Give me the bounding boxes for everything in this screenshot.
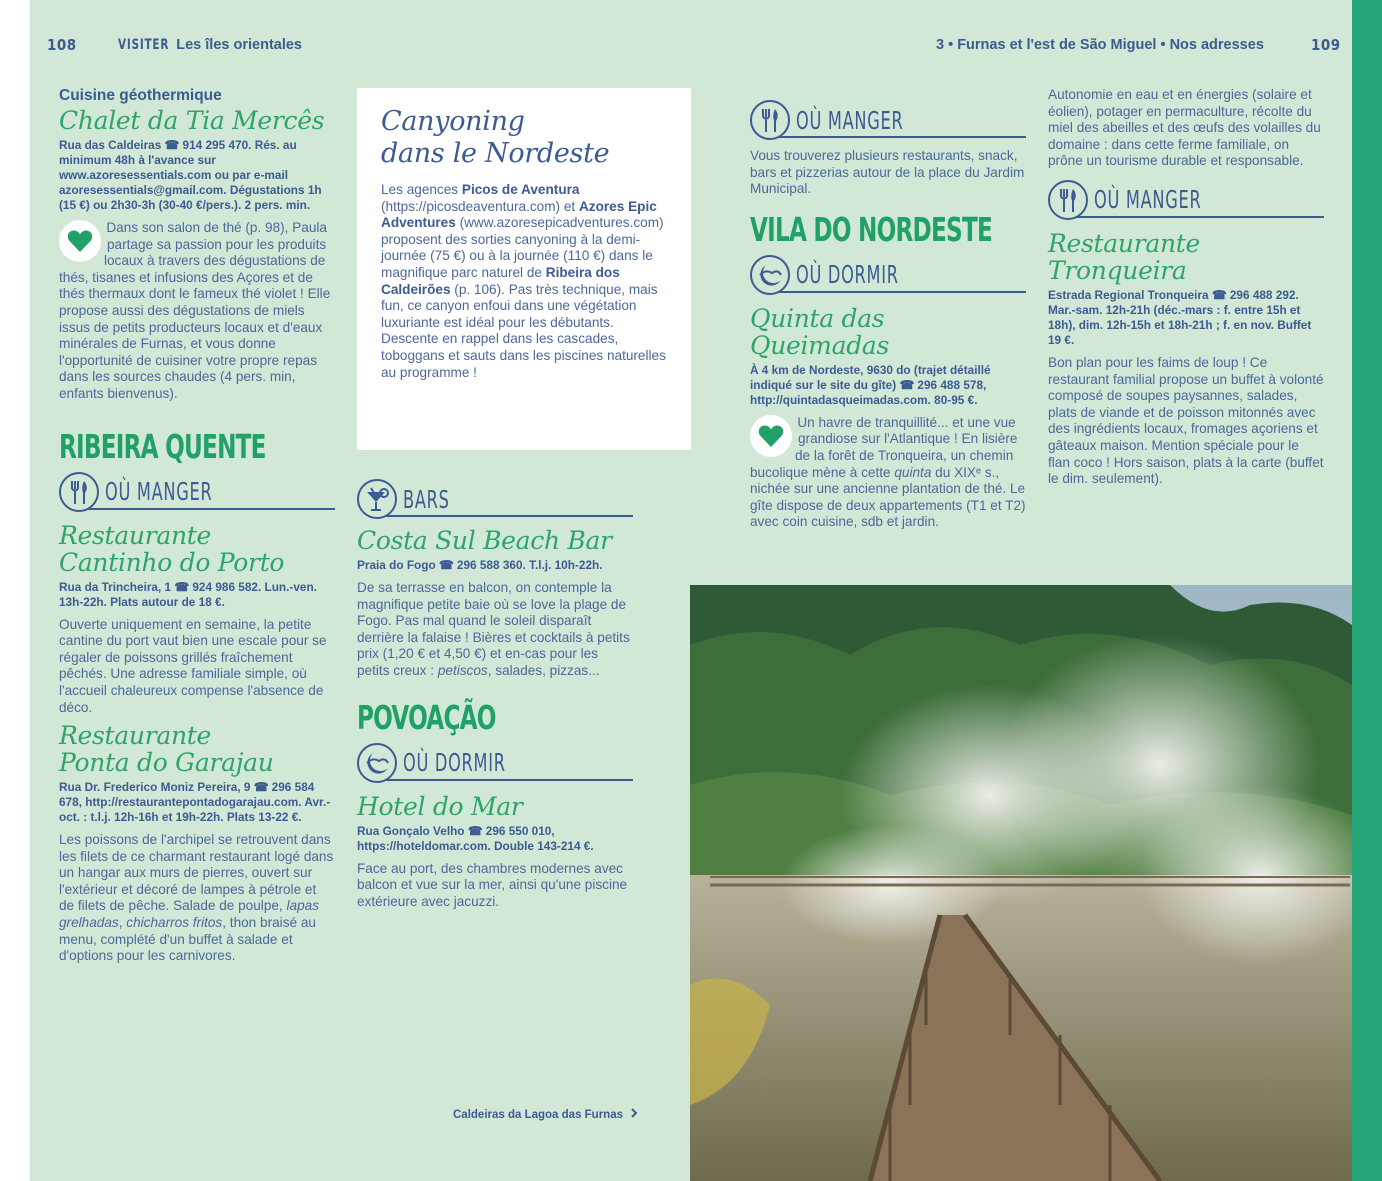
venue-body-garajau: Les poissons de l'archipel se retrouvent dans les filets de ce charmant restaurant logé dans un hangar aux murs de pierres, ouvert sur l'extérieur et décoré de lampes à pétrole et de filets de pêche. Salade de poulpe, lapas grelhadas, chicharros fritos, thon braisé au menu, complété d'un buffet à salade et d'options pour les carnivores.	[59, 832, 334, 964]
heart-icon	[67, 229, 93, 253]
heart-icon	[758, 424, 784, 448]
left-running-head	[118, 37, 302, 53]
section-header-eat-nordeste: OÙ MANGER	[750, 98, 1026, 142]
venue-info-chalet: Rua das Caldeiras ☎ 914 295 470. Rés. au minimum 48h à l'avance sur www.azoresessentials.com ou par e-mail azoresessentials@gmail.com. Dégustations 1h (15 €) ou 2h30-3h (30-40 €/pers.). 2 pers. min.	[59, 138, 322, 212]
running-head-section: VISITER	[118, 37, 170, 53]
venue-name-costa-sul: Costa Sul Beach Bar	[357, 526, 612, 555]
venue-info-cantinho: Rua da Trincheira, 1 ☎ 924 986 582. Lun.-ven. 13h-22h. Plats autour de 18 €.	[59, 579, 317, 609]
section-header-bars: BARS	[357, 477, 633, 521]
fork-knife-icon	[1048, 180, 1088, 220]
sidebar-title: Canyoning dans le Nordeste	[381, 106, 610, 169]
favorite-badge	[750, 415, 792, 457]
quinta-continued-body: Autonomie en eau et en énergies (solaire et éolien), potager en permaculture, récolte du miel des abeilles et des œufs des volailles du domaine : dans cette ferme familiale, on prône un tourisme durable et responsable.	[1048, 87, 1321, 169]
section-header-sleep-nordeste: OÙ DORMIR	[750, 253, 1026, 297]
middle-column	[357, 477, 633, 910]
venue-info-quinta: À 4 km de Nordeste, 9630 do (trajet détaillé indiqué sur le site du gîte) ☎ 296 488 578, http://quintadasqueimadas.com. 80-95 €.	[750, 362, 991, 407]
venue-body-tronqueira: Bon plan pour les faims de loup ! Ce restaurant familial propose un buffet à volonté composé de soupes paysannes, salades, plats de viande et de poisson mitonnés avec des ingrédients locaux, fromages açoriens et gâteaux maison. Mention spéciale pour le flan coco ! Hors saison, plats à la carte (buffet le dim. seulement).	[1048, 354, 1324, 487]
venue-info-tronqueira: Estrada Regional Tronqueira ☎ 296 488 292. Mar.-sam. 12h-21h (déc.-mars : f. entre 15h et 18h), dim. 12h-15h et 18h-21h ; f. en nov. Buffet 19 €.	[1048, 287, 1312, 347]
venue-info-garajau: Rua Dr. Frederico Moniz Pereira, 9 ☎ 296 584 678, http://restaurantepontadogarajau.com. Avr.-oct. : t.l.j. 12h-16h et 19h-22h. Plats 13-22 €.	[59, 780, 331, 825]
venue-info-hotel-do-mar: Rua Gonçalo Velho ☎ 296 550 010, https://hoteldomar.com. Double 143-214 €.	[357, 823, 594, 853]
section-header-sleep: OÙ DORMIR	[357, 741, 633, 785]
left-column	[59, 87, 335, 965]
right-column-a	[750, 98, 1026, 531]
right-page-number: 109	[1311, 36, 1341, 54]
venue-name-cantinho: Restaurante Cantinho do Porto	[59, 520, 285, 577]
section-rule	[85, 508, 335, 510]
right-column-b	[1048, 80, 1324, 488]
eat-body-nordeste: Vous trouverez plusieurs restaurants, snack, bars et pizzerias autour de la place du Jardim Municipal.	[750, 148, 1025, 197]
venue-body-costa-sul: De sa terrasse en balcon, on contemple la magnifique petite baie où se love la plage de Fogo. Pas mal quand le soleil disparaît derrière la falaise ! Bières et cocktails à petits prix (1,20 € et 4,50 €) et en-cas pour les petits creux : petiscos, salades, pizzas...	[357, 580, 630, 678]
section-header-eat: OÙ MANGER	[59, 470, 335, 514]
town-heading-povoacao: POVOAÇÃO	[357, 697, 496, 737]
section-header-eat-tronqueira: OÙ MANGER	[1048, 178, 1324, 222]
venue-name-hotel-do-mar: Hotel do Mar	[357, 791, 523, 821]
section-rule	[383, 779, 633, 781]
town-heading-ribeira: RIBEIRA QUENTE	[59, 426, 266, 466]
left-page-number: 108	[47, 36, 77, 54]
venue-name-quinta: Quinta das Queimadas	[750, 303, 890, 360]
section-rule	[383, 515, 633, 517]
moon-cloud-icon	[750, 255, 790, 295]
venue-name-garajau: Restaurante Ponta do Garajau	[59, 721, 274, 778]
cocktail-icon	[357, 479, 397, 519]
running-head-title: Les îles orientales	[176, 37, 302, 53]
landscape-photo	[690, 585, 1352, 1181]
town-heading-vila-do-nordeste: VILA DO NORDESTE	[750, 209, 993, 249]
section-rule	[776, 291, 1026, 293]
venue-body-hotel-do-mar: Face au port, des chambres modernes avec balcon et vue sur la mer, ainsi qu'une piscine extérieure avec jacuzzi.	[357, 860, 628, 909]
fork-knife-icon	[59, 472, 99, 512]
chapter-edge-tab	[1352, 0, 1382, 1181]
venue-name-chalet: Chalet da Tia Mercês	[59, 106, 325, 135]
section-rule	[1074, 216, 1324, 218]
venue-body-cantinho: Ouverte uniquement en semaine, la petite cantine du port vaut bien une escale pour se régaler de poissons grillés fraîchement pêchés. Une adresse familiale simple, où l'accueil chaleureux compense l'absence de déco.	[59, 616, 327, 715]
right-running-head: 3 • Furnas et l'est de São Miguel • Nos adresses	[936, 37, 1264, 53]
chevron-right-icon	[630, 1108, 638, 1118]
photo-caldeiras-furnas	[690, 585, 1352, 1181]
venue-body-chalet: Dans son salon de thé (p. 98), Paula partage sa passion pour les produits locaux à travers des dégustations de thés, tisanes et infusions des Açores et de thés thermaux dont le fameux thé violet ! Elle propose aussi des dégustations de miels issus de petits producteurs locaux et d'eaux minérales de Furnas, et vous donne l'opportunité de cuisiner votre propre repas dans les sources chaudes (4 pers. min, enfants bienvenus).	[59, 220, 331, 401]
moon-cloud-icon	[357, 743, 397, 783]
favorite-badge	[59, 220, 101, 262]
sidebar-body: Les agences Picos de Aventura (https://picosdeaventura.com) et Azores Epic Adventures (www.azoresepicadventures.com) proposent des sorties canyoning à la demi-journée (75 €) ou à la journée (110 €) dans le magnifique parc naturel de Ribeira dos Caldeirões (p. 106). Pas très technique, mais fun, ce canyon enfoui dans une végétation luxuriante est idéal pour les débutants. Descente en rappel dans les cascades, toboggans et sauts dans les piscines naturelles au programme !	[381, 182, 666, 380]
fork-knife-icon	[750, 100, 790, 140]
photo-caption: Caldeiras da Lagoa das Furnas	[453, 1108, 638, 1121]
section-rule	[776, 136, 1026, 138]
venue-body-quinta: Un havre de tranquillité... et une vue grandiose sur l'Atlantique ! En lisière de la forêt de Tronqueira, un chemin bucolique mène à cette quinta du XIXᵉ s., nichée sur une ancienne plantation de thé. Le gîte dispose de deux appartements (T1 et T2) avec coin cuisine, sdb et jardin.	[750, 414, 1026, 530]
venue-info-costa-sul: Praia do Fogo ☎ 296 588 360. T.l.j. 10h-22h.	[357, 558, 603, 572]
canyoning-sidebar-box	[357, 88, 691, 450]
venue-name-tronqueira: Restaurante Tronqueira	[1048, 228, 1200, 285]
kicker-geothermal: Cuisine géothermique	[59, 87, 222, 104]
